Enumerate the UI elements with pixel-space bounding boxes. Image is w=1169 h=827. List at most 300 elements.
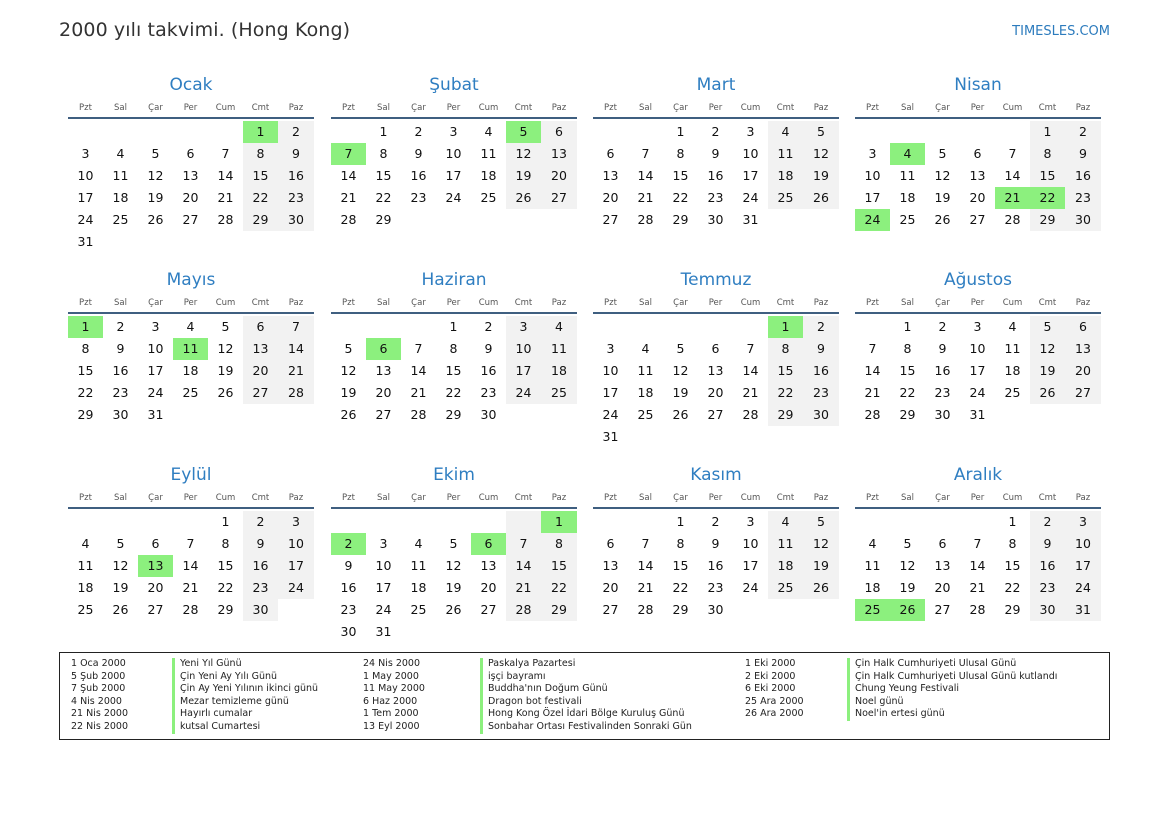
weekday-label: Sal bbox=[377, 298, 390, 308]
day-cell: 21 bbox=[340, 190, 357, 205]
empty-cell bbox=[995, 404, 1030, 426]
header-rule bbox=[331, 312, 577, 314]
day-cell: 13 bbox=[707, 363, 724, 378]
weekday-label: Per bbox=[183, 103, 198, 113]
weekday-label: Cum bbox=[740, 103, 761, 113]
weekday-header bbox=[331, 100, 577, 116]
day-cell: 3 bbox=[606, 341, 615, 356]
day-cell: 23 bbox=[340, 602, 357, 617]
day-cell: 19 bbox=[803, 555, 839, 577]
empty-cell bbox=[541, 621, 577, 643]
day-cell: 10 bbox=[375, 558, 392, 573]
weekday-label: Paz bbox=[551, 493, 567, 503]
day-cell: 22 bbox=[768, 382, 803, 404]
day-cell: 21 bbox=[278, 360, 314, 382]
weekday-label: Çar bbox=[148, 298, 163, 308]
day-cell: 5 bbox=[116, 536, 125, 551]
empty-cell bbox=[733, 426, 768, 448]
day-cell: 4 bbox=[768, 121, 803, 143]
day-cell: 1 bbox=[221, 514, 230, 529]
weekday-label: Sal bbox=[377, 103, 390, 113]
legend-holiday-name: Dragon bot festivali bbox=[480, 696, 692, 709]
header-rule bbox=[331, 117, 577, 119]
week-row bbox=[855, 360, 1101, 382]
month-calendar bbox=[593, 269, 839, 448]
day-cell: 6 bbox=[938, 536, 947, 551]
day-cell: 31 bbox=[602, 429, 619, 444]
week-row bbox=[331, 165, 577, 187]
day-cell: 9 bbox=[1030, 533, 1065, 555]
day-cell: 18 bbox=[864, 580, 881, 595]
day-cell: 2 bbox=[414, 124, 423, 139]
day-cell: 11 bbox=[864, 558, 881, 573]
legend-date: 25 Ara 2000 bbox=[745, 695, 804, 707]
day-cell: 15 bbox=[672, 558, 689, 573]
week-row bbox=[855, 577, 1101, 599]
legend-names-col-3 bbox=[847, 658, 1057, 721]
day-cell: 24 bbox=[1065, 577, 1101, 599]
day-cell: 5 bbox=[449, 536, 458, 551]
day-cell: 18 bbox=[1004, 363, 1021, 378]
weekday-header bbox=[593, 100, 839, 116]
day-cell: 27 bbox=[147, 602, 164, 617]
day-cell: 27 bbox=[707, 407, 724, 422]
day-cell: 21 bbox=[969, 580, 986, 595]
day-cell: 28 bbox=[182, 602, 199, 617]
weekday-label: Per bbox=[183, 298, 198, 308]
day-cell: 31 bbox=[77, 234, 94, 249]
day-cell: 1 bbox=[903, 319, 912, 334]
week-row bbox=[593, 511, 839, 533]
weekday-label: Pzt bbox=[866, 103, 879, 113]
day-cell: 25 bbox=[112, 212, 129, 227]
week-row bbox=[331, 338, 577, 360]
day-cell: 10 bbox=[147, 341, 164, 356]
day-cell: 22 bbox=[1004, 580, 1021, 595]
day-cell: 13 bbox=[1065, 338, 1101, 360]
week-row bbox=[855, 555, 1101, 577]
legend-holiday-name: Sonbahar Ortası Festivalinden Sonraki Gün bbox=[480, 721, 692, 734]
legend-dates-col-1 bbox=[71, 658, 128, 734]
empty-cell bbox=[401, 621, 436, 643]
page-title: 2000 yılı takvimi. (Hong Kong) bbox=[59, 19, 351, 41]
weekday-header bbox=[68, 100, 314, 116]
month-name: Temmuz bbox=[680, 270, 752, 290]
month-name: Ağustos bbox=[944, 270, 1012, 290]
day-cell: 23 bbox=[934, 385, 951, 400]
day-cell: 11 bbox=[77, 558, 94, 573]
day-cell: 10 bbox=[742, 146, 759, 161]
day-cell: 26 bbox=[803, 187, 839, 209]
day-grid bbox=[68, 121, 314, 253]
day-cell: 29 bbox=[1030, 209, 1065, 231]
empty-cell bbox=[173, 511, 208, 533]
day-cell: 10 bbox=[278, 533, 314, 555]
day-cell: 4 bbox=[484, 124, 493, 139]
weekday-label: Paz bbox=[551, 103, 567, 113]
day-cell: 15 bbox=[768, 360, 803, 382]
weekday-label: Pzt bbox=[342, 103, 355, 113]
empty-cell bbox=[103, 511, 138, 533]
weekday-label: Pzt bbox=[604, 493, 617, 503]
day-cell: 16 bbox=[1065, 165, 1101, 187]
weekday-label: Sal bbox=[114, 493, 127, 503]
week-row bbox=[593, 360, 839, 382]
weekday-label: Cmt bbox=[514, 493, 533, 503]
day-grid bbox=[331, 511, 577, 643]
month-name: Mart bbox=[696, 75, 736, 95]
legend-date: 2 Eki 2000 bbox=[745, 670, 796, 682]
day-cell: 30 bbox=[707, 602, 724, 617]
legend-date: 1 Eki 2000 bbox=[745, 658, 796, 669]
week-row bbox=[331, 143, 577, 165]
day-cell: 5 bbox=[506, 121, 541, 143]
weekday-label: Paz bbox=[551, 298, 567, 308]
day-cell: 14 bbox=[969, 558, 986, 573]
day-cell: 22 bbox=[77, 385, 94, 400]
day-cell: 20 bbox=[243, 360, 278, 382]
day-cell: 15 bbox=[217, 558, 234, 573]
day-cell: 29 bbox=[445, 407, 462, 422]
week-row bbox=[855, 165, 1101, 187]
weekday-label: Paz bbox=[813, 103, 829, 113]
day-cell: 1 bbox=[676, 124, 685, 139]
day-cell: 3 bbox=[868, 146, 877, 161]
day-cell: 26 bbox=[340, 407, 357, 422]
month-name: Aralık bbox=[953, 465, 1003, 485]
legend-date: 13 Eyl 2000 bbox=[363, 720, 420, 732]
day-cell: 2 bbox=[243, 511, 278, 533]
day-cell: 6 bbox=[541, 121, 577, 143]
day-cell: 4 bbox=[868, 536, 877, 551]
day-cell: 26 bbox=[112, 602, 129, 617]
day-cell: 15 bbox=[243, 165, 278, 187]
day-cell: 12 bbox=[899, 558, 916, 573]
empty-cell bbox=[855, 316, 890, 338]
month-calendar bbox=[855, 464, 1101, 621]
empty-cell bbox=[68, 121, 103, 143]
header-rule bbox=[855, 507, 1101, 509]
day-cell: 18 bbox=[182, 363, 199, 378]
brand-link[interactable]: TIMESLES.COM bbox=[1012, 24, 1110, 39]
day-cell: 29 bbox=[541, 599, 577, 621]
day-cell: 4 bbox=[641, 341, 650, 356]
day-cell: 26 bbox=[890, 599, 925, 621]
day-cell: 30 bbox=[934, 407, 951, 422]
week-row bbox=[593, 404, 839, 426]
day-cell: 23 bbox=[278, 187, 314, 209]
empty-cell bbox=[925, 121, 960, 143]
day-grid bbox=[68, 316, 314, 426]
weekday-label: Paz bbox=[1075, 298, 1091, 308]
day-cell: 8 bbox=[676, 146, 685, 161]
month-calendar bbox=[331, 74, 577, 231]
weekday-label: Per bbox=[446, 103, 461, 113]
day-cell: 26 bbox=[803, 577, 839, 599]
day-cell: 15 bbox=[77, 363, 94, 378]
day-cell: 25 bbox=[899, 212, 916, 227]
empty-cell bbox=[698, 426, 733, 448]
week-row bbox=[331, 621, 577, 643]
day-cell: 9 bbox=[803, 338, 839, 360]
day-cell: 23 bbox=[1065, 187, 1101, 209]
day-cell: 29 bbox=[243, 209, 278, 231]
legend-holiday-name: Çin Halk Cumhuriyeti Ulusal Günü kutlandı bbox=[847, 671, 1057, 684]
header-rule bbox=[593, 117, 839, 119]
day-cell: 18 bbox=[541, 360, 577, 382]
day-cell: 25 bbox=[480, 190, 497, 205]
weekday-label: Paz bbox=[1075, 493, 1091, 503]
weekday-label: Per bbox=[708, 298, 723, 308]
weekday-label: Çar bbox=[148, 103, 163, 113]
empty-cell bbox=[628, 511, 663, 533]
empty-cell bbox=[331, 121, 366, 143]
weekday-label: Cmt bbox=[1038, 103, 1057, 113]
empty-cell bbox=[1065, 404, 1101, 426]
day-cell: 20 bbox=[480, 580, 497, 595]
day-cell: 10 bbox=[506, 338, 541, 360]
header-rule bbox=[855, 117, 1101, 119]
weekday-label: Paz bbox=[1075, 103, 1091, 113]
legend-date: 21 Nis 2000 bbox=[71, 708, 128, 720]
day-cell: 7 bbox=[973, 536, 982, 551]
weekday-label: Cum bbox=[1002, 103, 1023, 113]
day-cell: 8 bbox=[449, 341, 458, 356]
day-cell: 20 bbox=[969, 190, 986, 205]
empty-cell bbox=[890, 121, 925, 143]
day-cell: 3 bbox=[746, 514, 755, 529]
day-cell: 20 bbox=[707, 385, 724, 400]
day-cell: 18 bbox=[899, 190, 916, 205]
day-cell: 10 bbox=[742, 536, 759, 551]
day-cell: 4 bbox=[768, 511, 803, 533]
weekday-label: Sal bbox=[639, 298, 652, 308]
week-row bbox=[331, 209, 577, 231]
day-cell: 24 bbox=[742, 580, 759, 595]
day-cell: 2 bbox=[278, 121, 314, 143]
weekday-header bbox=[593, 490, 839, 506]
weekday-label: Pzt bbox=[342, 298, 355, 308]
day-cell: 23 bbox=[480, 385, 497, 400]
weekday-label: Cum bbox=[478, 103, 499, 113]
day-cell: 7 bbox=[506, 533, 541, 555]
day-cell: 19 bbox=[340, 385, 357, 400]
header-rule bbox=[68, 312, 314, 314]
day-cell: 3 bbox=[278, 511, 314, 533]
day-cell: 10 bbox=[77, 168, 94, 183]
legend-names-col-2 bbox=[480, 658, 692, 734]
day-cell: 20 bbox=[1065, 360, 1101, 382]
week-row bbox=[331, 533, 577, 555]
day-cell: 23 bbox=[707, 580, 724, 595]
legend-holiday-name: kutsal Cumartesi bbox=[172, 721, 318, 734]
day-cell: 5 bbox=[938, 146, 947, 161]
day-cell: 31 bbox=[375, 624, 392, 639]
legend-holiday-name: Buddha'nın Doğum Günü bbox=[480, 683, 692, 696]
day-cell: 15 bbox=[899, 363, 916, 378]
empty-cell bbox=[173, 121, 208, 143]
week-row bbox=[331, 555, 577, 577]
day-grid bbox=[331, 316, 577, 426]
weekday-label: Paz bbox=[813, 298, 829, 308]
weekday-label: Cmt bbox=[251, 103, 270, 113]
day-cell: 3 bbox=[151, 319, 160, 334]
weekday-label: Çar bbox=[411, 103, 426, 113]
day-cell: 13 bbox=[602, 168, 619, 183]
day-cell: 7 bbox=[186, 536, 195, 551]
week-row bbox=[68, 338, 314, 360]
day-cell: 15 bbox=[445, 363, 462, 378]
weekday-label: Paz bbox=[288, 493, 304, 503]
legend-date: 4 Nis 2000 bbox=[71, 695, 122, 707]
day-cell: 10 bbox=[969, 341, 986, 356]
day-cell: 17 bbox=[742, 558, 759, 573]
empty-cell bbox=[243, 404, 278, 426]
day-cell: 24 bbox=[445, 190, 462, 205]
day-cell: 5 bbox=[803, 511, 839, 533]
day-cell: 3 bbox=[1065, 511, 1101, 533]
day-cell: 27 bbox=[934, 602, 951, 617]
week-row bbox=[593, 316, 839, 338]
empty-cell bbox=[436, 511, 471, 533]
day-cell: 14 bbox=[1004, 168, 1021, 183]
weekday-label: Per bbox=[970, 298, 985, 308]
day-cell: 25 bbox=[637, 407, 654, 422]
week-row bbox=[68, 231, 314, 253]
weekday-label: Per bbox=[183, 493, 198, 503]
day-cell: 8 bbox=[81, 341, 90, 356]
header-rule bbox=[593, 312, 839, 314]
week-row bbox=[593, 209, 839, 231]
day-cell: 2 bbox=[331, 533, 366, 555]
week-row bbox=[68, 577, 314, 599]
day-cell: 12 bbox=[112, 558, 129, 573]
month-calendar bbox=[855, 269, 1101, 426]
empty-cell bbox=[436, 209, 471, 231]
day-cell: 27 bbox=[480, 602, 497, 617]
day-cell: 13 bbox=[541, 143, 577, 165]
day-cell: 18 bbox=[768, 555, 803, 577]
weekday-header bbox=[855, 295, 1101, 311]
day-cell: 21 bbox=[217, 190, 234, 205]
day-cell: 22 bbox=[899, 385, 916, 400]
month-name: Mayıs bbox=[166, 270, 216, 290]
day-cell: 25 bbox=[77, 602, 94, 617]
empty-cell bbox=[733, 316, 768, 338]
day-cell: 15 bbox=[541, 555, 577, 577]
week-row bbox=[855, 511, 1101, 533]
week-row bbox=[593, 338, 839, 360]
day-cell: 8 bbox=[243, 143, 278, 165]
weekday-label: Çar bbox=[935, 103, 950, 113]
day-cell: 29 bbox=[1004, 602, 1021, 617]
day-cell: 12 bbox=[1030, 338, 1065, 360]
day-cell: 5 bbox=[151, 146, 160, 161]
legend-date: 11 May 2000 bbox=[363, 683, 425, 695]
weekday-label: Cmt bbox=[251, 493, 270, 503]
empty-cell bbox=[138, 121, 173, 143]
day-cell: 24 bbox=[506, 382, 541, 404]
week-row bbox=[68, 187, 314, 209]
day-cell: 2 bbox=[1065, 121, 1101, 143]
legend-holiday-name: Hayırlı cumalar bbox=[172, 708, 318, 721]
weekday-label: Çar bbox=[673, 493, 688, 503]
legend-holiday-name: Çin Ay Yeni Yılının ikinci günü bbox=[172, 683, 318, 696]
day-cell: 31 bbox=[1065, 599, 1101, 621]
legend-holiday-name: Noel günü bbox=[847, 696, 1057, 709]
day-cell: 12 bbox=[445, 558, 462, 573]
weekday-label: Pzt bbox=[866, 493, 879, 503]
day-cell: 23 bbox=[243, 577, 278, 599]
day-cell: 22 bbox=[375, 190, 392, 205]
day-cell: 30 bbox=[340, 624, 357, 639]
empty-cell bbox=[628, 426, 663, 448]
day-cell: 16 bbox=[480, 363, 497, 378]
day-cell: 26 bbox=[506, 187, 541, 209]
day-cell: 21 bbox=[864, 385, 881, 400]
week-row bbox=[331, 187, 577, 209]
day-cell: 16 bbox=[340, 580, 357, 595]
day-cell: 22 bbox=[445, 385, 462, 400]
day-cell: 6 bbox=[151, 536, 160, 551]
weekday-label: Cum bbox=[1002, 493, 1023, 503]
day-cell: 11 bbox=[899, 168, 916, 183]
empty-cell bbox=[733, 599, 768, 621]
weekday-label: Cmt bbox=[776, 493, 795, 503]
day-cell: 9 bbox=[278, 143, 314, 165]
weekday-label: Cmt bbox=[776, 103, 795, 113]
day-cell: 6 bbox=[366, 338, 401, 360]
weekday-label: Pzt bbox=[604, 103, 617, 113]
day-cell: 13 bbox=[243, 338, 278, 360]
empty-cell bbox=[138, 231, 173, 253]
day-cell: 5 bbox=[676, 341, 685, 356]
day-cell: 24 bbox=[969, 385, 986, 400]
day-cell: 29 bbox=[217, 602, 234, 617]
day-cell: 25 bbox=[541, 382, 577, 404]
day-cell: 31 bbox=[742, 212, 759, 227]
day-cell: 12 bbox=[147, 168, 164, 183]
day-cell: 2 bbox=[484, 319, 493, 334]
week-row bbox=[855, 316, 1101, 338]
empty-cell bbox=[593, 121, 628, 143]
legend-date: 24 Nis 2000 bbox=[363, 658, 420, 669]
weekday-label: Cum bbox=[478, 493, 499, 503]
day-cell: 18 bbox=[637, 385, 654, 400]
week-row bbox=[593, 143, 839, 165]
day-grid bbox=[855, 511, 1101, 621]
month-calendar bbox=[855, 74, 1101, 231]
day-grid bbox=[855, 316, 1101, 426]
empty-cell bbox=[471, 511, 506, 533]
week-row bbox=[68, 555, 314, 577]
week-row bbox=[331, 577, 577, 599]
weekday-label: Pzt bbox=[866, 298, 879, 308]
weekday-label: Çar bbox=[148, 493, 163, 503]
day-cell: 27 bbox=[1065, 382, 1101, 404]
legend-holiday-name: Mezar temizleme günü bbox=[172, 696, 318, 709]
day-cell: 6 bbox=[606, 146, 615, 161]
empty-cell bbox=[768, 426, 803, 448]
day-cell: 9 bbox=[243, 533, 278, 555]
day-cell: 21 bbox=[410, 385, 427, 400]
day-cell: 27 bbox=[243, 382, 278, 404]
day-cell: 19 bbox=[445, 580, 462, 595]
day-cell: 1 bbox=[768, 316, 803, 338]
day-cell: 24 bbox=[278, 577, 314, 599]
day-cell: 4 bbox=[414, 536, 423, 551]
weekday-label: Per bbox=[708, 493, 723, 503]
